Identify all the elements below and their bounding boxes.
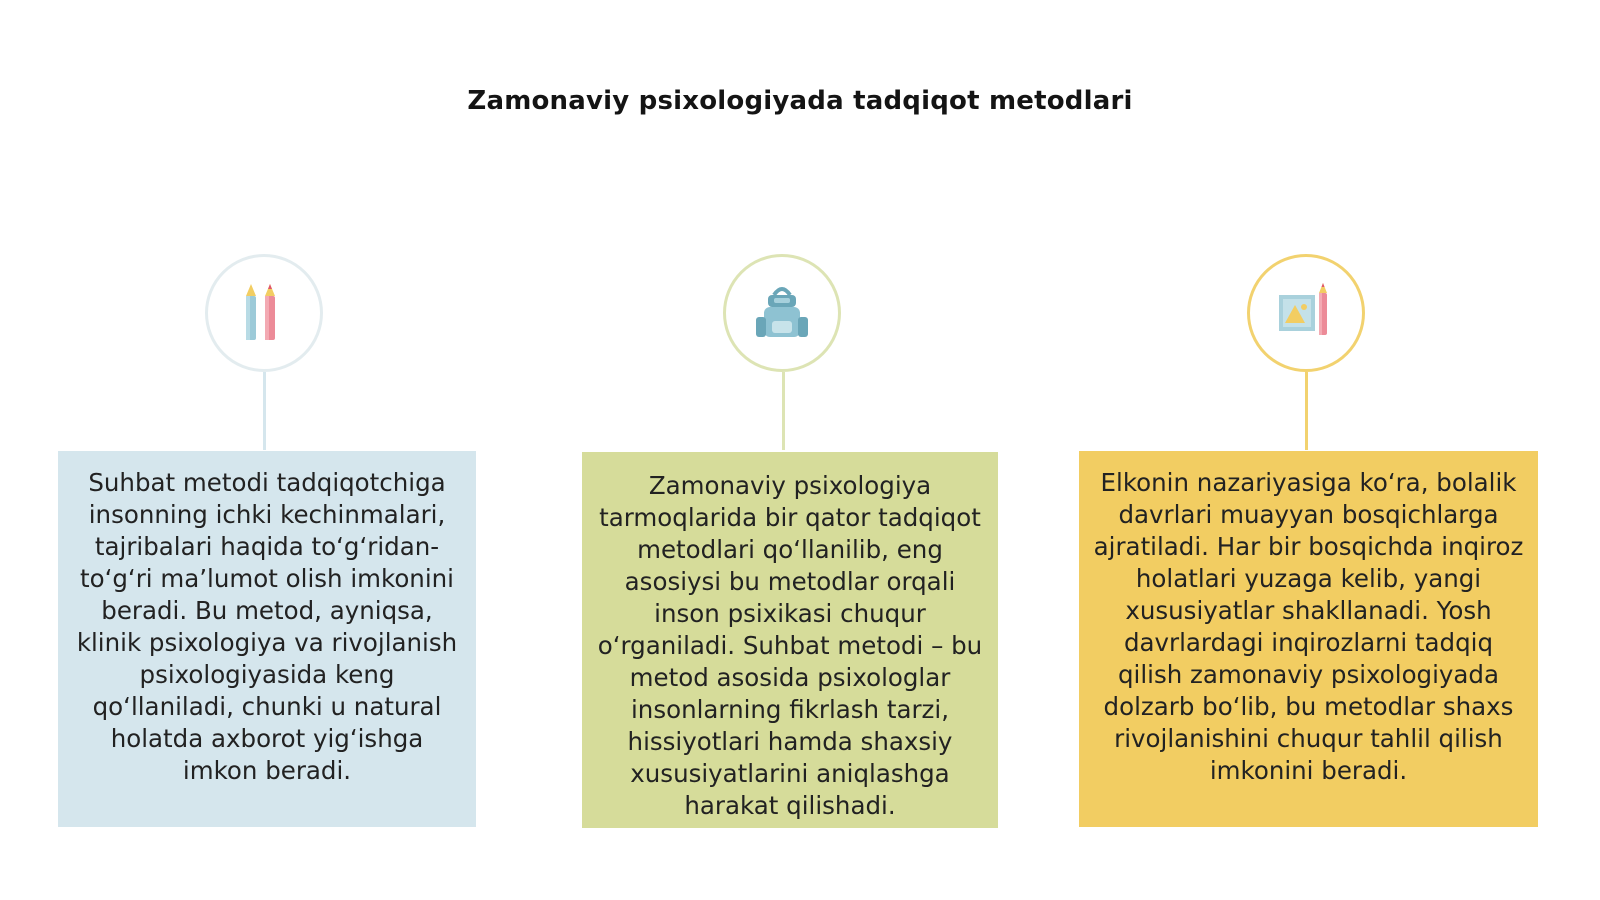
backpack-icon	[750, 281, 814, 345]
slide-title: Zamonaviy psixologiyada tadqiqot metodlari	[467, 86, 1133, 116]
picture-pencil-icon	[1271, 281, 1341, 345]
icon-circle-1	[205, 254, 323, 372]
info-card-3: Elkonin nazariyasiga ko‘ra, bolalik davrlari muayyan bosqichlarga ajratiladi. Har bir bosqichda inqiroz holatlari yuzaga kelib, yangi xususiyatlar shakllanadi. Yosh davrlardagi inqirozlarni tadqiq qilish zamonaviy psixologiyada dolzarb bo‘lib, bu metodlar shaxs rivojlanishini chuqur tahlil qilish imkonini beradi.	[1079, 451, 1538, 827]
connector-line-3	[1305, 372, 1308, 450]
connector-line-2	[782, 372, 785, 450]
pencils-icon	[234, 278, 294, 348]
icon-circle-2	[723, 254, 841, 372]
info-card-2: Zamonaviy psixologiya tarmoqlarida bir qator tadqiqot metodlari qo‘llanilib, eng asosiysi bu metodlar orqali inson psixikasi chuqur o‘rganiladi. Suhbat metodi – bu metod asosida psixologlar insonlarning fikrlash tarzi, hissiyotlari hamda shaxsiy xususiyatlarini aniqlashga harakat qilishadi.	[582, 452, 998, 828]
icon-circle-3	[1247, 254, 1365, 372]
connector-line-1	[263, 372, 266, 450]
info-card-1: Suhbat metodi tadqiqotchiga insonning ichki kechinmalari, tajribalari haqida to‘g‘ridan-to‘g‘ri ma’lumot olish imkonini beradi. Bu metod, ayniqsa, klinik psixologiya va rivojlanish psixologiyasida keng qo‘llaniladi, chunki u natural holatda axborot yig‘ishga imkon beradi.	[58, 451, 476, 827]
